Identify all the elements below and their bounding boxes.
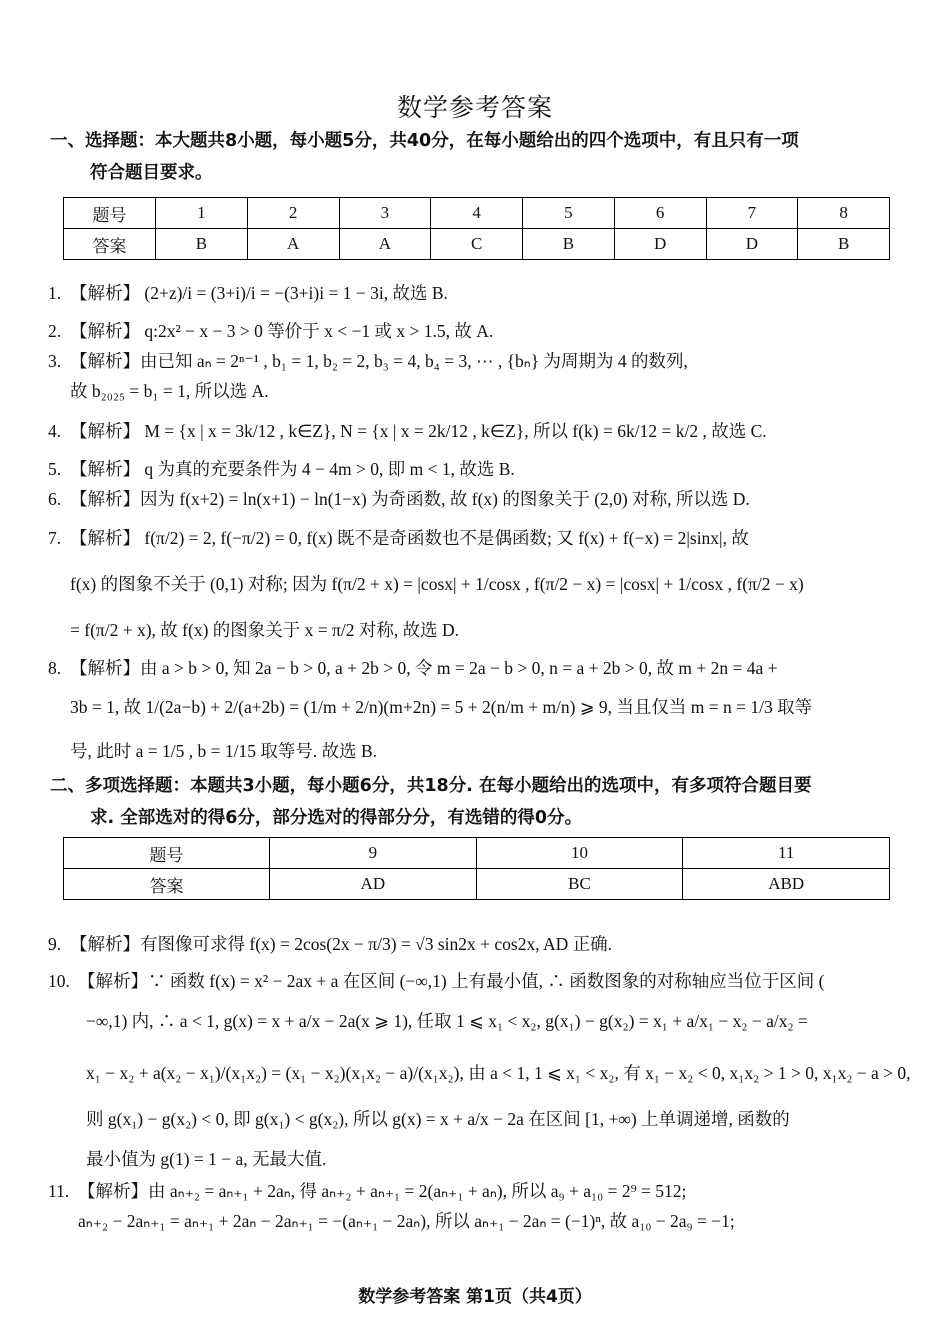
answer-cell: C <box>431 229 523 260</box>
table-row <box>64 838 890 869</box>
solution-line: 9. 【解析】有图像可求得 f(x) = 2cos(2x − π/3) = √3 sin2x + cos2x, AD 正确. <box>48 934 613 954</box>
section1-heading <box>50 125 910 189</box>
answer-cell: B <box>798 229 890 260</box>
solution-line: 3b = 1, 故 1/(2a−b) + 2/(a+2b) = (1/m + 2/n)(m+2n) = 5 + 2(n/m + m/n) ⩾ 9, 当且仅当 m = n = 1/3 取等 <box>70 697 813 717</box>
question-number: 4 <box>431 198 523 229</box>
section1-heading-cont: 符合题目要求。 <box>90 163 213 183</box>
solution-line: f(x) 的图象不关于 (0,1) 对称; 因为 f(π/2 + x) = |cosx| + 1/cosx , f(π/2 − x) = |cosx| + 1/cosx , f(π/2 − x) <box>70 574 804 594</box>
table-row <box>64 229 890 260</box>
solution-line: 故 b₂₀₂₅ = b₁ = 1, 所以选 A. <box>70 381 269 401</box>
solution-line: x₁ − x₂ + a(x₂ − x₁)/(x₁x₂) = (x₁ − x₂)(x₁x₂ − a)/(x₁x₂), 由 a < 1, 1 ⩽ x₁ < x₂, 有 x₁ − x₂ < 0, x₁x₂ > 1 > 0, x₁x₂ − a > 0, <box>86 1063 911 1083</box>
solution-line: 8. 【解析】由 a > b > 0, 知 2a − b > 0, a + 2b > 0, 令 m = 2a − b > 0, n = a + 2b > 0, 故 m + 2n = 4a + <box>48 658 778 678</box>
answer-table-1 <box>63 197 890 260</box>
question-number: 2 <box>247 198 339 229</box>
question-number: 9 <box>270 838 477 869</box>
page-footer: 数学参考答案 第1页（共4页） <box>358 1287 592 1307</box>
answer-cell: BC <box>476 869 683 900</box>
section2-heading-cont: 求. 全部选对的得6分，部分选对的得部分分，有选错的得0分。 <box>90 808 583 828</box>
question-number: 1 <box>156 198 248 229</box>
answer-cell: B <box>156 229 248 260</box>
solution-line: 号, 此时 a = 1/5 , b = 1/15 取等号. 故选 B. <box>70 741 378 761</box>
table-row <box>64 869 890 900</box>
table-row <box>64 198 890 229</box>
solution-line: = f(π/2 + x), 故 f(x) 的图象关于 x = π/2 对称, 故选 D. <box>70 620 459 640</box>
solution-line: 2. 【解析】 q:2x² − x − 3 > 0 等价于 x < −1 或 x > 1.5, 故 A. <box>48 321 494 341</box>
question-number: 11 <box>683 838 890 869</box>
question-number: 5 <box>523 198 615 229</box>
question-number: 3 <box>339 198 431 229</box>
answer-table-2 <box>63 837 890 900</box>
question-number: 10 <box>476 838 683 869</box>
section1-heading-text: 一、选择题：本大题共8小题，每小题5分，共40分，在每小题给出的四个选项中，有且只有一项 <box>50 131 799 151</box>
solution-line: 最小值为 g(1) = 1 − a, 无最大值. <box>86 1149 327 1169</box>
answer-cell: D <box>614 229 706 260</box>
answer-cell: AD <box>270 869 477 900</box>
solution-line: aₙ₊₂ − 2aₙ₊₁ = aₙ₊₁ + 2aₙ − 2aₙ₊₁ = −(aₙ₊₁ − 2aₙ), 所以 aₙ₊₁ − 2aₙ = (−1)ⁿ, 故 a₁₀ − 2a₉ = −1; <box>78 1211 735 1231</box>
solution-line: 10. 【解析】∵ 函数 f(x) = x² − 2ax + a 在区间 (−∞,1) 上有最小值, ∴ 函数图象的对称轴应当位于区间 ( <box>48 971 825 991</box>
table-header-cell: 题号 <box>64 838 270 869</box>
question-number: 7 <box>706 198 798 229</box>
solution-line: −∞,1) 内, ∴ a < 1, g(x) = x + a/x − 2a(x ⩾ 1), 任取 1 ⩽ x₁ < x₂, g(x₁) − g(x₂) = x₁ + a/x₁ − x₂ − a/x₂ = <box>86 1011 808 1031</box>
answer-cell: A <box>247 229 339 260</box>
page-title: 数学参考答案 <box>396 93 553 122</box>
answer-cell: A <box>339 229 431 260</box>
solution-line: 11. 【解析】由 aₙ₊₂ = aₙ₊₁ + 2aₙ, 得 aₙ₊₂ + aₙ₊₁ = 2(aₙ₊₁ + aₙ), 所以 a₉ + a₁₀ = 2⁹ = 512; <box>48 1181 687 1201</box>
section2-heading-text: 二、多项选择题：本题共3小题，每小题6分，共18分. 在每小题给出的选项中，有多项符合题目要 <box>50 776 812 796</box>
answer-cell: ABD <box>683 869 890 900</box>
table-header-cell: 答案 <box>64 869 270 900</box>
solution-line: 3. 【解析】由已知 aₙ = 2ⁿ⁻¹ , b₁ = 1, b₂ = 2, b₃ = 4, b₄ = 3, ⋯ , {bₙ} 为周期为 4 的数列, <box>48 351 688 371</box>
table-header-cell: 题号 <box>64 198 156 229</box>
solution-line: 4. 【解析】 M = {x | x = 3k/12 , k∈Z}, N = {x | x = 2k/12 , k∈Z}, 所以 f(k) = 6k/12 = k/2 , 故选 C. <box>48 421 767 441</box>
answer-cell: B <box>523 229 615 260</box>
solution-line: 5. 【解析】 q 为真的充要条件为 4 − 4m > 0, 即 m < 1, 故选 B. <box>48 459 515 479</box>
question-number: 6 <box>614 198 706 229</box>
answer-cell: D <box>706 229 798 260</box>
solution-line: 7. 【解析】 f(π/2) = 2, f(−π/2) = 0, f(x) 既不是奇函数也不是偶函数; 又 f(x) + f(−x) = 2|sinx|, 故 <box>48 528 749 548</box>
solution-line: 6. 【解析】因为 f(x+2) = ln(x+1) − ln(1−x) 为奇函数, 故 f(x) 的图象关于 (2,0) 对称, 所以选 D. <box>48 489 750 509</box>
table-header-cell: 答案 <box>64 229 156 260</box>
solution-line: 1. 【解析】 (2+z)/i = (3+i)/i = −(3+i)i = 1 − 3i, 故选 B. <box>48 283 448 303</box>
section2-heading <box>50 770 910 834</box>
question-number: 8 <box>798 198 890 229</box>
solution-line: 则 g(x₁) − g(x₂) < 0, 即 g(x₁) < g(x₂), 所以 g(x) = x + a/x − 2a 在区间 [1, +∞) 上单调递增, 函数的 <box>86 1109 790 1129</box>
